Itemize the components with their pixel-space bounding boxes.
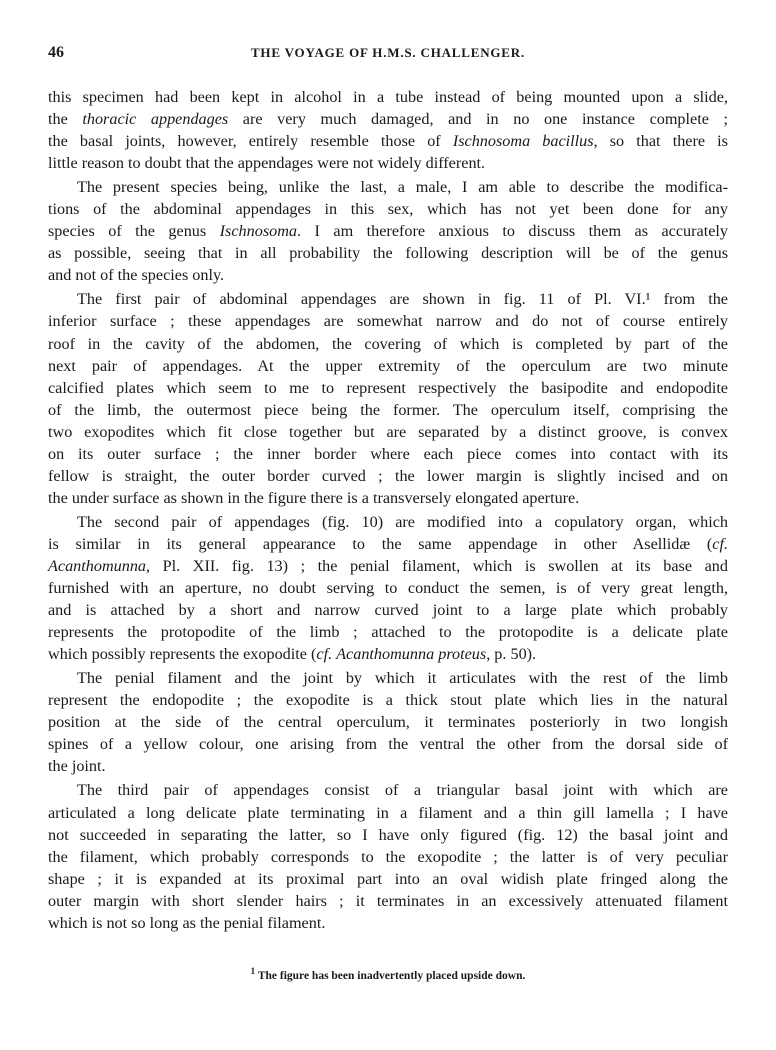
text-line: species of the genus Ischnosoma. I am therefore anxious to discuss them as accurately <box>48 222 728 241</box>
running-head: THE VOYAGE OF H.M.S. CHALLENGER. <box>250 45 526 60</box>
text-line: position at the side of the central operculum, it terminates posteriorly in two longish <box>48 713 728 732</box>
text-line: the under surface as shown in the figure there is a transversely elongated aperture. <box>48 488 580 507</box>
text-line: The third pair of appendages consist of a triangular basal joint with which are <box>77 781 728 800</box>
paragraph <box>48 86 728 174</box>
text-line: The first pair of abdominal appendages are shown in fig. 11 of Pl. VI.¹ from the <box>77 290 728 309</box>
italic-term: cf. <box>316 645 333 664</box>
page-header <box>48 44 728 68</box>
text-line: of the limb, the outermost piece being the former. The operculum itself, comprising the <box>48 400 728 419</box>
italic-term: cf. <box>712 534 728 553</box>
page-number: 46 <box>48 44 64 61</box>
text-line: calcified plates which seem to me to represent respectively the basipodite and endopodite <box>48 378 728 397</box>
text-line: The second pair of appendages (fig. 10) are modified into a copulatory organ, which <box>77 512 728 531</box>
text-line: spines of a yellow colour, one arising from the ventral the other from the dorsal side of <box>48 735 728 754</box>
italic-term: Acanthomunna proteus <box>336 645 487 664</box>
paragraph <box>48 667 728 777</box>
text-line: tions of the abdominal appendages in this sex, which has not yet been done for any <box>48 200 728 219</box>
italic-term: thoracic appendages <box>82 110 229 129</box>
text-line: articulated a long delicate plate terminating in a filament and a thin gill lamella ; I have <box>48 803 728 822</box>
text-line: Acanthomunna, Pl. XII. fig. 13) ; the penial filament, which is swollen at its base and <box>48 556 728 575</box>
text-line: roof in the cavity of the abdomen, the covering of which is completed by part of the <box>48 334 728 353</box>
paragraph <box>48 511 728 665</box>
text-line: little reason to doubt that the appendages were not widely different. <box>48 154 486 173</box>
text-line: The present species being, unlike the last, a male, I am able to describe the modifica- <box>77 178 728 197</box>
text-line: the joint. <box>48 757 106 776</box>
text-line: as possible, seeing that in all probability the following description will be of the genus <box>48 244 728 263</box>
body-text <box>48 86 728 934</box>
text-line: fellow is straight, the outer border curved ; the lower margin is slightly incised and on <box>48 466 728 485</box>
text-line: next pair of appendages. At the upper extremity of the operculum are two minute <box>48 356 728 375</box>
text-line: outer margin with short slender hairs ; it terminates in an excessively attenuated filament <box>48 891 728 910</box>
text-line: inferior surface ; these appendages are somewhat narrow and do not of course entirely <box>48 312 728 331</box>
text-line: the thoracic appendages are very much damaged, and in no one instance complete ; <box>48 110 728 129</box>
text-line: The penial filament and the joint by which it articulates with the rest of the limb <box>77 669 728 688</box>
text-line: two exopodites which fit close together but are separated by a distinct groove, is convex <box>48 422 728 441</box>
text-line: which possibly represents the exopodite (cf. Acanthomunna proteus, p. 50). <box>48 645 537 664</box>
text-line: and is attached by a short and narrow curved joint to a large plate which probably <box>48 601 728 620</box>
italic-term: Ischnosoma bacillus <box>452 132 594 151</box>
text-line: not succeeded in separating the latter, so I have only figured (fig. 12) the basal joint and <box>48 825 728 844</box>
text-line: represents the protopodite of the limb ; attached to the protopodite is a delicate plate <box>48 623 728 642</box>
footnote-text: The figure has been inadvertently placed upside down. <box>257 970 526 982</box>
paragraph <box>48 176 728 286</box>
text-line: represent the endopodite ; the exopodite is a thick stout plate which lies in the natural <box>48 691 728 710</box>
text-line: the filament, which probably corresponds to the exopodite ; the latter is of very peculiar <box>48 847 728 866</box>
text-line: and not of the species only. <box>48 266 225 285</box>
text-line: this specimen had been kept in alcohol in a tube instead of being mounted upon a slide, <box>48 88 728 106</box>
paragraph <box>48 288 728 508</box>
text-line: is similar in its general appearance to the same appendage in other Asellidæ (cf. <box>48 534 728 553</box>
italic-term: Ischnosoma <box>219 222 298 241</box>
paragraph <box>48 779 728 933</box>
text-line: furnished with an aperture, no doubt serving to conduct the semen, is of very great length, <box>48 579 728 598</box>
italic-term: Acanthomunna <box>48 556 147 575</box>
footnote-marker: 1 <box>250 966 256 976</box>
text-line: which is not so long as the penial filament. <box>48 913 326 932</box>
text-line: shape ; it is expanded at its proximal part into an oval widish plate fringed along the <box>48 869 728 888</box>
text-line: on its outer surface ; the inner border where each piece comes into contact with its <box>48 444 728 463</box>
text-line: the basal joints, however, entirely resemble those of Ischnosoma bacillus, so that there is <box>48 132 728 151</box>
footnote <box>48 966 728 982</box>
